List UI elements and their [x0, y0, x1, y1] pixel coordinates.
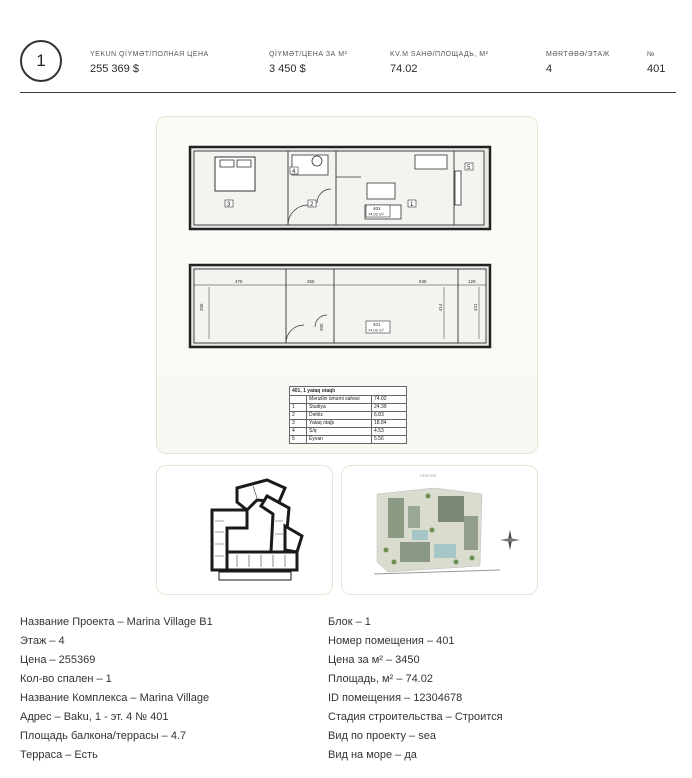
- unit-tag: 401: [373, 322, 381, 327]
- dimension-label: 129: [468, 279, 476, 284]
- detail-line: Цена за м² – 3450: [328, 654, 420, 666]
- dimension-label: 205: [319, 323, 324, 331]
- stat-value: 3 450 $: [269, 63, 306, 75]
- stat-unit-number: [647, 51, 665, 75]
- room-label: 5: [467, 165, 471, 171]
- table-row: 2 Dəhliz 6.83: [290, 412, 407, 420]
- details-right-column: [328, 613, 503, 765]
- stat-label: QİYMƏT/ЦЕНА ЗА М²: [269, 51, 348, 58]
- building-floor-plan-card[interactable]: [156, 465, 333, 595]
- room-table: [289, 395, 407, 444]
- stat-label: KV.M SAHƏ/ПЛОЩАДЬ, М²: [390, 51, 489, 58]
- stat-value: 4: [546, 63, 553, 75]
- room-area-table: [289, 386, 407, 444]
- unit-area: 74.02 m²: [368, 327, 384, 333]
- dimension-plan: [190, 265, 490, 347]
- details-left-column: [20, 613, 213, 765]
- dimension-label: 396: [199, 303, 204, 311]
- unit-tag: 401: [373, 206, 381, 211]
- compass-icon: [500, 530, 520, 550]
- stat-label: №: [647, 51, 656, 58]
- detail-line: Кол-во спален – 1: [20, 673, 112, 685]
- dimension-label: 414: [438, 303, 443, 311]
- floor-plan-drawing-area: [157, 117, 537, 375]
- stat-label: YEKUN QİYMƏT/ПОЛНАЯ ЦЕНА: [90, 51, 209, 58]
- stat-price-per-m2: [269, 51, 347, 75]
- stat-floor: [546, 51, 610, 75]
- furnished-plan: [190, 147, 490, 229]
- unit-area: 74.02 m²: [368, 211, 384, 217]
- detail-line: Блок – 1: [328, 616, 371, 628]
- site-plan-card[interactable]: [341, 465, 538, 595]
- table-row: 4 S/q 4.53: [290, 428, 407, 436]
- site-plan: [342, 466, 537, 594]
- dimension-label: 431: [473, 303, 478, 311]
- detail-line: Площадь балкона/террасы – 4.7: [20, 730, 187, 742]
- room-table-title: 401, 1 yataq otaqlı: [289, 386, 407, 395]
- detail-line: ID помещения – 12304678: [328, 692, 463, 704]
- detail-line: Этаж – 4: [20, 635, 65, 647]
- table-row: 3 Yataq otağı 18.84: [290, 420, 407, 428]
- detail-line: Вид по проекту – sea: [328, 730, 436, 742]
- table-row: 1 Studiya 24.39: [290, 404, 407, 412]
- detail-line: Площадь, м² – 74.02: [328, 673, 433, 685]
- detail-line: Вид на море – да: [328, 749, 417, 761]
- stat-value: 401: [647, 63, 666, 75]
- dimension-label: 478: [235, 279, 243, 284]
- detail-line: Цена – 255369: [20, 654, 96, 666]
- stat-label: MƏRTƏBƏ/ЭТАЖ: [546, 51, 610, 58]
- stat-value: 74.02: [390, 63, 418, 75]
- room-label: 1: [410, 202, 414, 208]
- detail-line: Адрес – Baku, 1 - эт. 4 № 401: [20, 711, 169, 723]
- floor-plan-drawing: [157, 117, 537, 375]
- detail-line: Номер помещения – 401: [328, 635, 455, 647]
- building-floor-plan: [157, 466, 332, 594]
- detail-line: Стадия строительства – Строится: [328, 711, 503, 723]
- stat-area: [390, 51, 488, 75]
- room-label: 4: [292, 169, 296, 175]
- site-top-label: CENTRE: [420, 473, 437, 478]
- dimension-label: 638: [419, 279, 427, 284]
- detail-line: Название Проекта – Marina Village B1: [20, 616, 213, 628]
- room-label: 3: [227, 202, 231, 208]
- room-label: 2: [310, 202, 314, 208]
- table-row: Mənzilin ümumi sahəsi 74.02: [290, 396, 407, 404]
- stat-total-price: [90, 51, 209, 75]
- stat-value: 255 369 $: [90, 63, 139, 75]
- apartment-number-badge: 1: [20, 40, 62, 82]
- floor-plan-card[interactable]: [156, 116, 538, 454]
- table-row: 5 Eyvan 5.56: [290, 436, 407, 444]
- detail-line: Терраса – Есть: [20, 749, 98, 761]
- detail-line: Название Комплекса – Marina Village: [20, 692, 210, 704]
- listing-header: [20, 38, 676, 93]
- dimension-label: 255: [307, 279, 315, 284]
